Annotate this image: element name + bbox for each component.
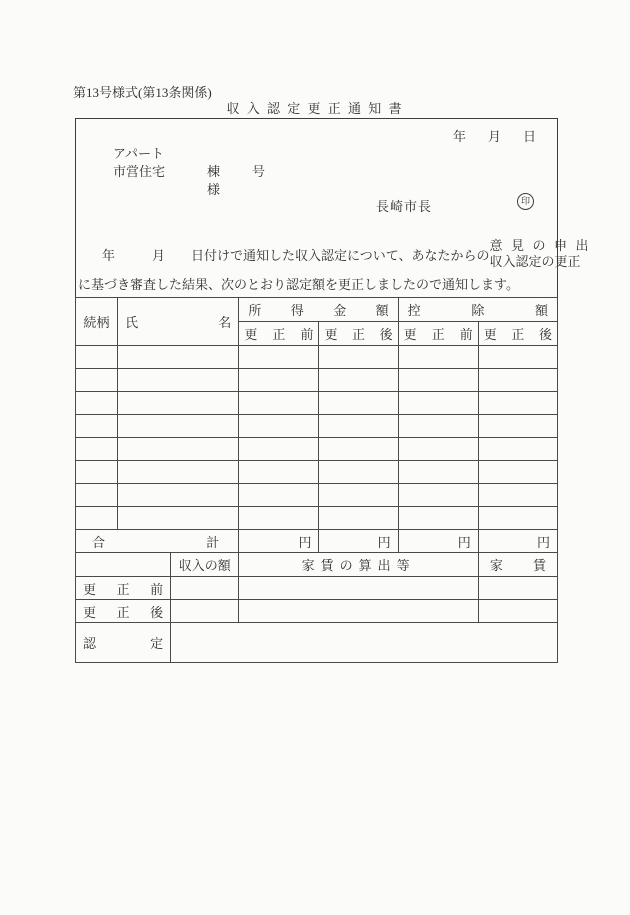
table-cell-empty (239, 461, 319, 484)
table-cell-empty (239, 369, 319, 392)
col-header-name: 氏 名 (118, 298, 239, 346)
table-cell-empty (398, 484, 478, 507)
date-month-label: 月 (488, 129, 502, 144)
col-header-income-after: 更 正 後 (319, 322, 398, 346)
revision-after-label: 更 正 後 (76, 600, 171, 623)
table-cell-empty (319, 369, 398, 392)
form-frame (75, 118, 589, 663)
form-title: 収 入 認 定 更 正 通 知 書 (226, 101, 404, 116)
honorific-label: 様 (207, 182, 221, 197)
revision-header-spacer (76, 553, 171, 577)
table-cell-empty (118, 369, 239, 392)
certified-value-cell (171, 623, 558, 663)
table-cell-empty (398, 369, 478, 392)
table-cell-empty (239, 507, 319, 530)
table-cell-empty (239, 346, 319, 369)
col-header-income-amount: 収入の額 (171, 553, 239, 577)
table-cell-empty (118, 392, 239, 415)
certified-label: 認 定 (76, 623, 171, 663)
table-cell-empty (118, 415, 239, 438)
col-header-income-before: 更 正 前 (239, 322, 319, 346)
reason-correction-label: 収入認定の更正 (489, 254, 581, 269)
col-header-deduction: 控 除 額 (398, 298, 557, 322)
apartment-label: アパート (113, 146, 164, 161)
certified-row (76, 623, 558, 663)
table-row (76, 507, 558, 530)
total-income-after-unit: 円 (319, 530, 398, 553)
table-cell-empty (478, 438, 557, 461)
table-cell-empty (478, 346, 557, 369)
table-cell-empty (76, 392, 118, 415)
total-income-before-unit: 円 (239, 530, 319, 553)
col-header-rent-calculation: 家賃の算出等 (239, 553, 478, 577)
table-cell-empty (76, 415, 118, 438)
body-line2-text: に基づき審査した結果、次のとおり認定額を更正しましたので通知します。 (78, 277, 519, 292)
table-cell-empty (118, 438, 239, 461)
table-cell-empty (319, 484, 398, 507)
table-cell-empty (76, 507, 118, 530)
table-row (76, 392, 558, 415)
building-label: 棟 (207, 164, 221, 179)
table-cell-empty (239, 415, 319, 438)
table-cell-empty (76, 369, 118, 392)
income-table (75, 297, 558, 553)
col-header-relation: 続柄 (76, 298, 118, 346)
mayor-signature: 長崎市長 (376, 199, 433, 214)
table-cell-empty (319, 507, 398, 530)
table-body (76, 346, 558, 530)
total-deduction-after-unit: 円 (478, 530, 557, 553)
table-cell-empty (118, 346, 239, 369)
table-row (76, 438, 558, 461)
table-header-row-1 (76, 298, 558, 322)
table-cell-empty (398, 346, 478, 369)
date-year-label: 年 (453, 129, 467, 144)
table-cell-empty (478, 415, 557, 438)
after-income-cell (171, 600, 239, 623)
table-cell-empty (398, 392, 478, 415)
table-cell-empty (319, 392, 398, 415)
table-cell-empty (319, 438, 398, 461)
reason-opinion-label: 意 見 の 申 出 (489, 238, 589, 253)
table-cell-empty (118, 507, 239, 530)
revision-before-row (76, 577, 558, 600)
body-paragraph-line1 (102, 238, 589, 270)
table-row (76, 461, 558, 484)
table-cell-empty (478, 461, 557, 484)
col-header-rent: 家 賃 (478, 553, 557, 577)
revision-header-row (76, 553, 558, 577)
col-header-income: 所 得 金 額 (239, 298, 398, 322)
total-label: 合 計 (76, 530, 239, 553)
total-deduction-before-unit: 円 (398, 530, 478, 553)
total-row (76, 530, 558, 553)
table-cell-empty (478, 392, 557, 415)
table-cell-empty (478, 507, 557, 530)
table-row (76, 415, 558, 438)
table-row (76, 369, 558, 392)
table-cell-empty (319, 346, 398, 369)
table-cell-empty (398, 415, 478, 438)
table-row (76, 346, 558, 369)
body-month-label: 月 (152, 247, 166, 263)
col-header-deduction-before: 更 正 前 (398, 322, 478, 346)
table-cell-empty (76, 438, 118, 461)
before-rent-cell (478, 577, 557, 600)
table-cell-empty (118, 484, 239, 507)
after-rent-cell (478, 600, 557, 623)
form-number: 第13号様式(第13条関係) (73, 85, 212, 100)
revision-before-label: 更 正 前 (76, 577, 171, 600)
col-header-deduction-after: 更 正 後 (478, 322, 557, 346)
municipal-housing-label: 市営住宅 (113, 164, 166, 179)
table-cell-empty (239, 484, 319, 507)
table-cell-empty (239, 392, 319, 415)
table-cell-empty (76, 346, 118, 369)
table-cell-empty (319, 461, 398, 484)
table-cell-empty (76, 461, 118, 484)
table-cell-empty (398, 461, 478, 484)
unit-number-label: 号 (252, 164, 266, 179)
before-rent-calc-cell (239, 577, 478, 600)
table-row (76, 484, 558, 507)
before-income-cell (171, 577, 239, 600)
reason-fraction (490, 238, 589, 270)
revision-after-row (76, 600, 558, 623)
body-year-label: 年 (102, 247, 116, 263)
revision-table (75, 552, 558, 663)
table-cell-empty (398, 438, 478, 461)
table-cell-empty (319, 415, 398, 438)
table-cell-empty (239, 438, 319, 461)
date-day-label: 日 (523, 129, 537, 144)
table-cell-empty (118, 461, 239, 484)
table-cell-empty (398, 507, 478, 530)
table-cell-empty (76, 484, 118, 507)
table-cell-empty (478, 484, 557, 507)
body-line1-text: 日付けで通知した収入認定について、あなたからの (191, 247, 490, 263)
seal-icon: 印 (517, 193, 534, 210)
after-rent-calc-cell (239, 600, 478, 623)
table-cell-empty (478, 369, 557, 392)
